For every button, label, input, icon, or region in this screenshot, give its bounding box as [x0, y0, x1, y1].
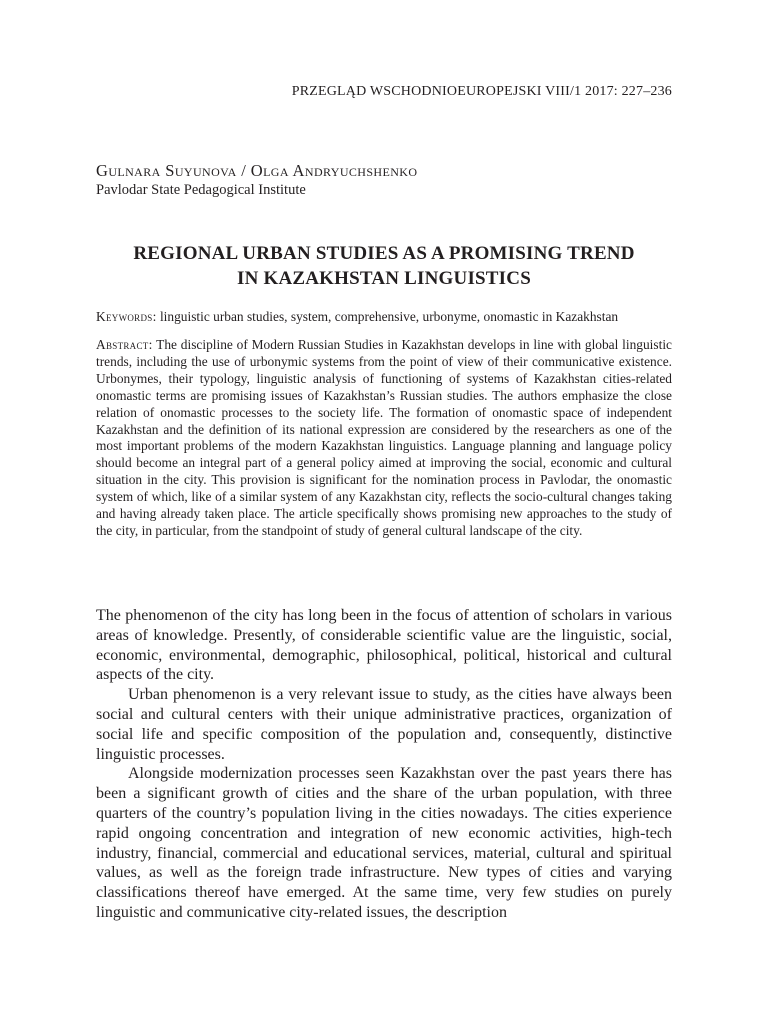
keywords-text: linguistic urban studies, system, comprehensive, urbonyme, onomastic in Kazakhstan — [156, 309, 619, 324]
running-head: PRZEGLĄD WSCHODNIOEUROPEJSKI VIII/1 2017: 227–236 — [291, 84, 672, 99]
abstract — [96, 337, 672, 540]
document-page — [96, 0, 672, 1024]
author-names: Gulnara Suyunova / Olga Andryuchshenko — [96, 161, 418, 180]
article-title — [96, 241, 672, 291]
body-paragraph-1: The phenomenon of the city has long been in the focus of attention of scholars in various areas of knowledge. Presently, of considerable scientific value are the linguistic, social, economic, environmental, demographic, philosophical, political, historical and cultural aspects of the city. — [96, 607, 672, 684]
keywords — [96, 309, 672, 325]
author-affiliation: Pavlodar State Pedagogical Institute — [96, 182, 306, 198]
body-paragraph-3: Alongside modernization processes seen Kazakhstan over the past years there has been a significant growth of cities and the share of the urban population, with three quarters of the country’s population living in the cities nowadays. The cities experience rapid ongoing concentration and integration of new economic activities, high-tech industry, financial, commercial and educational services, material, cultural and spiritual values, as well as the foreign trade infrastructure. New types of cities and varying classifications thereof have emerged. At the same time, very few studies on purely linguistic and communicative city-related issues, the description — [96, 765, 672, 921]
article-title-line-2: IN KAZAKHSTAN LINGUISTICS — [237, 268, 531, 289]
article-title-line-1: REGIONAL URBAN STUDIES AS A PROMISING TREND — [133, 243, 635, 264]
article-body — [96, 606, 672, 923]
body-paragraph-2: Urban phenomenon is a very relevant issue to study, as the cities have always been social and cultural centers with their unique administrative practices, organization of social life and specific composition of the population and, consequently, distinctive linguistic processes. — [96, 686, 672, 763]
keywords-label: Keywords: — [96, 309, 157, 324]
abstract-label: Abstract: — [96, 337, 153, 352]
abstract-text: The discipline of Modern Russian Studies in Kazakhstan develops in line with global linguistic trends, including the use of urbonymic systems from the point of view of their communicative existence. Urbonymes, their typology, linguistic analysis of functioning of systems of Kazakhstan cities-related onomastic terms are promising issues of Kazakhstan’s Russian studies. The authors emphasize the close relation of onomastic processes to the society life. The formation of onomastic space of independent Kazakhstan and the definition of its national expression are considered by the researchers as one of the most important problems of the modern Kazakhstan linguistics. Language planning and language policy should become an integral part of a general policy aimed at improving the social, economic and cultural situation in the city. This provision is significant for the nomination process in Pavlodar, the onomastic system of which, like of a similar system of any Kazakhstan city, reflects the socio-cultural changes taking and having already taken place. The article specifically shows promising new approaches to the study of the city, in particular, from the standpoint of study of general cultural landscape of the city. — [96, 337, 672, 538]
